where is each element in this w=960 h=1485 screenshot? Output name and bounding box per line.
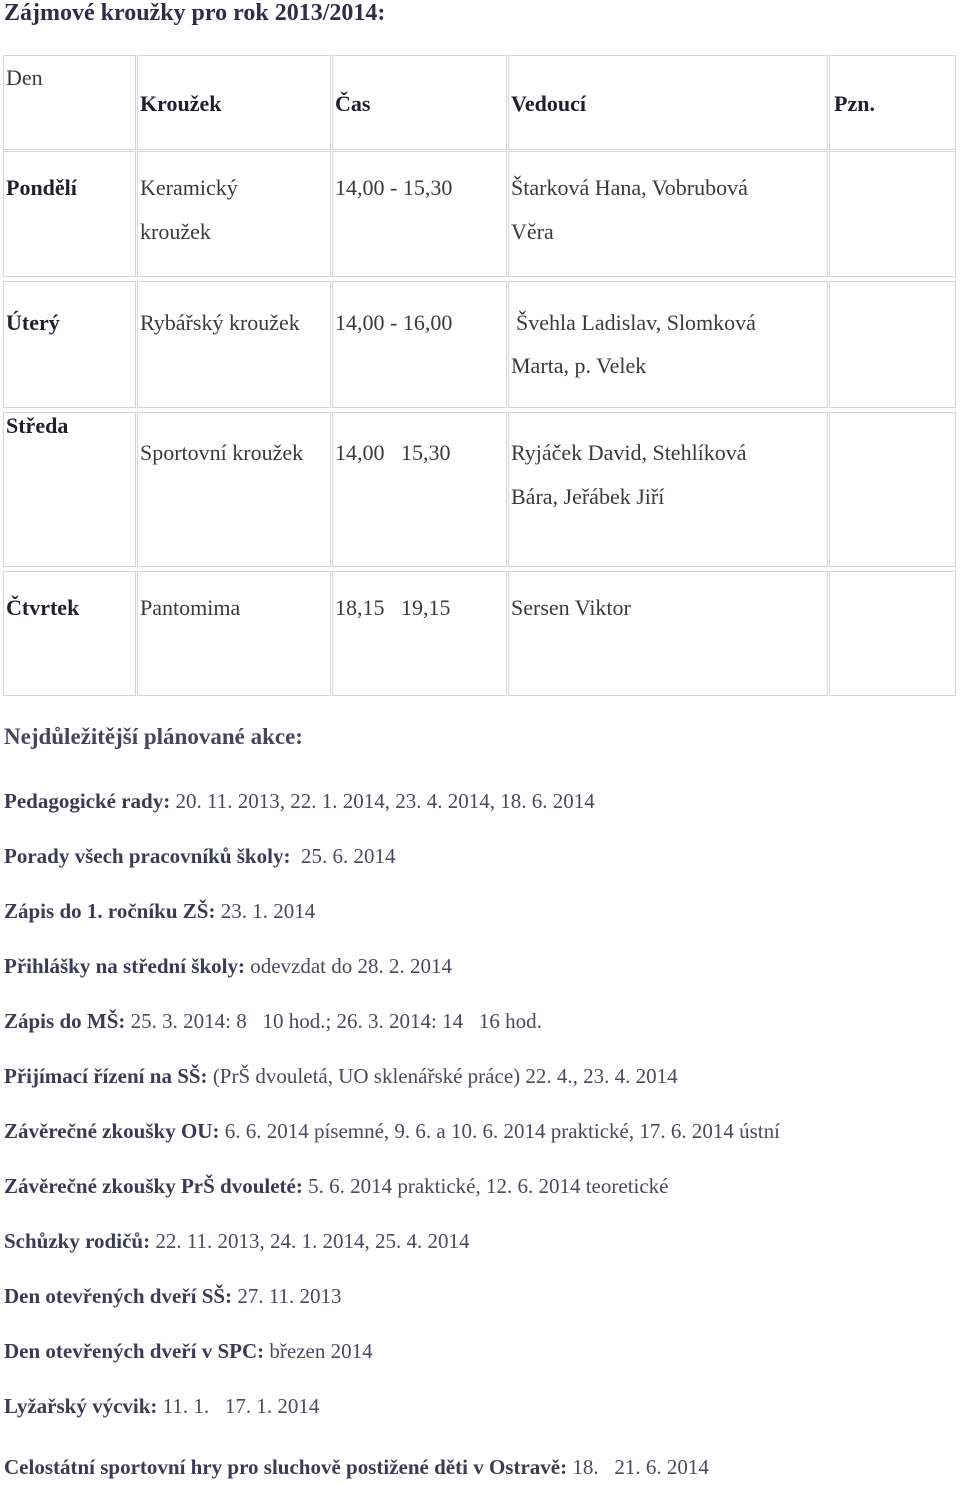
row-club: Keramický — [140, 175, 238, 200]
schedule-table — [0, 0, 960, 700]
event-value: 23. 1. 2014 — [215, 899, 316, 923]
event-label: Schůzky rodičů: — [4, 1229, 151, 1253]
header-club: Kroužek — [140, 91, 222, 116]
row-time: 14,00 - 16,00 — [335, 310, 453, 335]
header-day: Den — [6, 65, 43, 90]
table-cell — [829, 571, 956, 696]
event-label: Den otevřených dveří v SPC: — [4, 1339, 265, 1363]
header-time: Čas — [335, 91, 371, 116]
event-value: 20. 11. 2013, 22. 1. 2014, 23. 4. 2014, 18. 6. 2014 — [170, 789, 595, 813]
row-leader: Sersen Viktor — [511, 595, 631, 620]
row-day: Středa — [6, 413, 69, 438]
row-leader: Švehla Ladislav, Slomková — [516, 310, 756, 335]
table-cell — [829, 412, 956, 567]
section-heading: Nejdůležitější plánované akce: — [4, 724, 303, 749]
event-item — [4, 1174, 669, 1199]
row-club: Pantomima — [140, 595, 241, 620]
row-time: 14,00 15,30 — [335, 440, 451, 465]
row-day: Úterý — [6, 310, 60, 335]
page-title: Zájmové kroužky pro rok 2013/2014: — [4, 0, 386, 26]
event-label: Zápis do 1. ročníku ZŠ: — [4, 899, 216, 923]
event-item — [4, 844, 395, 869]
row-leader: Štarková Hana, Vobrubová — [511, 175, 748, 200]
row-club: Sportovní kroužek — [140, 440, 304, 465]
event-label: Závěrečné zkoušky OU: — [4, 1119, 220, 1143]
event-item — [4, 1009, 542, 1034]
event-label: Zápis do MŠ: — [4, 1009, 126, 1033]
row-club-line2: kroužek — [140, 219, 211, 244]
event-value: 25. 6. 2014 — [290, 844, 396, 868]
event-label: Přihlášky na střední školy: — [4, 954, 245, 978]
event-label: Porady všech pracovníků školy: — [4, 844, 291, 868]
event-value: 6. 6. 2014 písemné, 9. 6. a 10. 6. 2014 praktické, 17. 6. 2014 ústní — [219, 1119, 780, 1143]
header-leader: Vedoucí — [511, 91, 586, 116]
event-item — [4, 1284, 342, 1309]
row-leader-line2: Bára, Jeřábek Jiří — [511, 484, 665, 509]
event-label: Pedagogické rady: — [4, 789, 171, 813]
event-label: Závěrečné zkoušky PrŠ dvouleté: — [4, 1174, 303, 1198]
event-value: 11. 1. 17. 1. 2014 — [157, 1394, 320, 1418]
event-item — [4, 954, 452, 979]
event-item — [4, 1229, 470, 1254]
event-item — [4, 789, 595, 814]
header-note: Pzn. — [834, 91, 875, 116]
row-club: Rybářský kroužek — [140, 310, 300, 335]
event-item — [4, 1064, 678, 1089]
event-label: Přijímací řízení na SŠ: — [4, 1064, 208, 1088]
event-label: Den otevřených dveří SŠ: — [4, 1284, 233, 1308]
table-cell — [829, 151, 956, 277]
event-value: 18. 21. 6. 2014 — [567, 1455, 709, 1479]
event-value: 5. 6. 2014 praktické, 12. 6. 2014 teoretické — [302, 1174, 669, 1198]
event-value: odevzdat do 28. 2. 2014 — [244, 954, 453, 978]
event-item — [4, 1394, 319, 1419]
row-leader-line2: Věra — [511, 219, 554, 244]
event-item — [4, 899, 315, 924]
row-time: 14,00 - 15,30 — [335, 175, 453, 200]
event-value: 27. 11. 2013 — [232, 1284, 342, 1308]
event-value: březen 2014 — [264, 1339, 373, 1363]
row-leader: Ryjáček David, Stehlíková — [511, 440, 747, 465]
table-cell — [829, 281, 956, 408]
event-label: Celostátní sportovní hry pro sluchově postižené děti v Ostravě: — [4, 1455, 568, 1479]
event-item — [4, 1119, 780, 1144]
row-leader-line2: Marta, p. Velek — [511, 353, 647, 378]
event-value: (PrŠ dvouletá, UO sklenářské práce) 22. 4., 23. 4. 2014 — [207, 1064, 678, 1088]
event-item — [4, 1455, 709, 1480]
event-value: 25. 3. 2014: 8 10 hod.; 26. 3. 2014: 14 16 hod. — [125, 1009, 542, 1033]
row-time: 18,15 19,15 — [335, 595, 451, 620]
row-day: Čtvrtek — [6, 595, 80, 620]
event-item — [4, 1339, 373, 1364]
row-day: Pondělí — [6, 175, 77, 200]
event-value: 22. 11. 2013, 24. 1. 2014, 25. 4. 2014 — [150, 1229, 470, 1253]
event-label: Lyžařský výcvik: — [4, 1394, 158, 1418]
